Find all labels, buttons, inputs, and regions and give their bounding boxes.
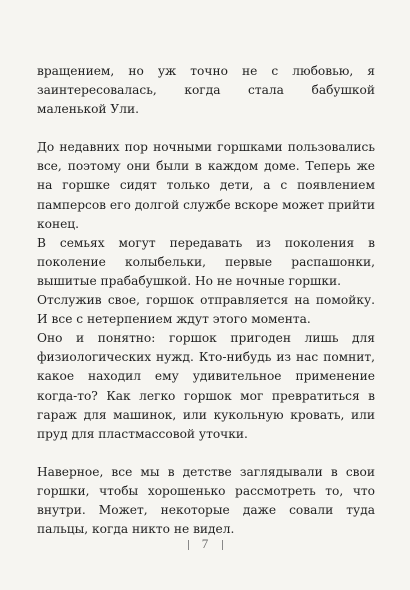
paragraph-2: До недавних пор ночными горшками пользовались все, поэтому они были в каждом доме. Теперь же на горшке сидят только дети, а с появлением памперсов его долгой службе вскоре может прийти конец.	[37, 140, 375, 231]
paragraph-5: Оно и понятно: горшок пригоден лишь для физиологических нужд. Кто-нибудь из нас помнит, какое находил ему удивительное применение когда-то? Как легко горшок мог превратиться в гараж для машинок, или кукольную кровать, или пруд для пластмассовой уточки.	[37, 331, 375, 441]
page-number-left-rule	[188, 540, 189, 550]
page-number-right-rule	[222, 540, 223, 550]
paragraph-3: В семьях могут передавать из поколения в поколение колыбельки, первые распашонки, вышитые прабабушкой. Но не ночные горшки.	[37, 235, 375, 288]
paragraph-4: Отслужив свое, горшок отправляется на помойку. И все с нетерпением ждут этого момента.	[37, 293, 375, 327]
paragraph-1: вращением, но уж точно не с любовью, я заинтересовалась, когда стала бабушкой маленькой Ули.	[37, 64, 375, 117]
page-footer	[0, 536, 410, 552]
page-number: 7	[201, 536, 209, 551]
paragraph-gap	[37, 119, 375, 138]
body-text	[37, 62, 375, 539]
paragraph-gap	[37, 444, 375, 463]
paragraph-6: Наверное, все мы в детстве заглядывали в свои горшки, чтобы хорошенько рассмотреть то, что внутри. Может, некоторые даже совали туда пальцы, когда никто не видел.	[37, 464, 375, 537]
